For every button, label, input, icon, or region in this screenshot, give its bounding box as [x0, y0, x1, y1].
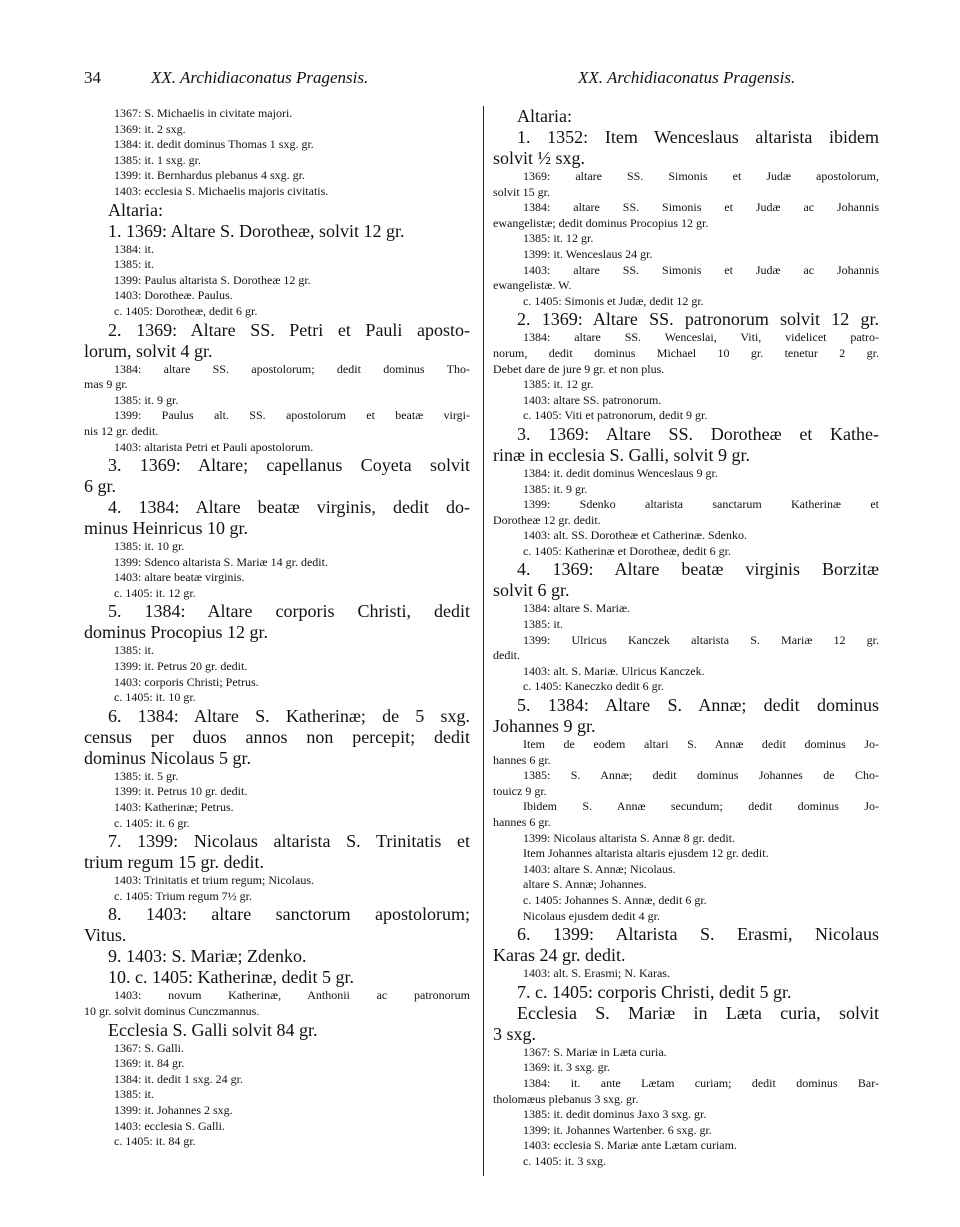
entry-heading-line: 9. 1403: S. Mariæ; Zdenko.: [108, 946, 307, 967]
entry-heading-line: 6. 1384: Altare S. Katherinæ; de 5 sxg.: [108, 705, 470, 726]
entry-heading-line: Altaria:: [517, 106, 572, 126]
record-line: 1399: Nicolaus altarista S. Annæ 8 gr. dedit.: [523, 830, 735, 845]
record-line: c. 1405: Simonis et Judæ, dedit 12 gr.: [523, 293, 704, 308]
page-header: [0, 58, 960, 88]
record-line: 1385: it. 12 gr.: [523, 231, 594, 246]
right-running-head: XX. Archidiaconatus Pragensis.: [578, 68, 796, 87]
entry-heading-line: 4. 1369: Altare beatæ virginis Borzitæ: [517, 559, 879, 580]
entry-heading-line: Johannes 9 gr.: [493, 716, 596, 737]
left-column: [84, 106, 470, 1150]
record-line: 1399: it. Petrus 20 gr. dedit.: [114, 659, 248, 674]
entry-heading-line: 5. 1384: Altare corporis Christi, dedit: [108, 601, 470, 622]
record-line: Item Johannes altarista altaris ejusdem 12 gr. dedit.: [523, 846, 769, 861]
entry-heading-line: lorum, solvit 4 gr.: [84, 340, 213, 361]
entry-heading-line: Altaria:: [108, 199, 163, 220]
record-line: 1403: Trinitatis et trium regum; Nicolaus.: [114, 873, 314, 888]
record-line: 1384: it.: [114, 241, 155, 256]
entry-heading-line: 8. 1403: altare sanctorum apostolorum;: [108, 904, 470, 925]
entry-heading-line: 1. 1352: Item Wenceslaus altarista ibidem: [517, 127, 879, 147]
record-line: 1367: S. Michaelis in civitate majori.: [114, 106, 293, 120]
record-line: 1385: it. 10 gr.: [114, 539, 185, 554]
record-line: 1385: it.: [114, 1087, 155, 1102]
entry-heading-line: Vitus.: [84, 925, 127, 946]
record-line: Ibidem S. Annæ secundum; dedit dominus Jo-: [523, 799, 879, 814]
record-line: 1384: it. ante Lætam curiam; dedit dominus Bar-: [523, 1075, 879, 1090]
entry-heading-line: 3. 1369: Altare; capellanus Coyeta solvit: [108, 455, 470, 476]
record-line: 1399: it. Bernhardus plebanus 4 sxg. gr.: [114, 168, 305, 183]
record-line: 1403: altare beatæ virginis.: [114, 570, 245, 585]
right-column: [493, 106, 879, 1170]
record-line: Debet dare de jure 9 gr. et non plus.: [493, 361, 665, 376]
record-line: solvit 15 gr.: [493, 184, 551, 199]
record-line: Item de eodem altari S. Annæ dedit dominus Jo-: [523, 737, 879, 752]
record-line: 1399: it. Johannes 2 sxg.: [114, 1102, 233, 1117]
record-line: c. 1405: Johannes S. Annæ, dedit 6 gr.: [523, 892, 707, 907]
entry-heading-line: rinæ in ecclesia S. Galli, solvit 9 gr.: [493, 444, 750, 465]
record-line: norum, dedit dominus Michael 10 gr. tenetur 2 gr.: [493, 345, 879, 360]
record-line: ewangelistæ. W.: [493, 278, 572, 293]
record-line: 1369: it. 2 sxg.: [114, 121, 186, 136]
record-line: 1385: it. dedit dominus Jaxo 3 sxg. gr.: [523, 1107, 707, 1122]
entry-heading-line: 1. 1369: Altare S. Dorotheæ, solvit 12 gr.: [108, 220, 405, 241]
record-line: c. 1405: it. 3 sxg.: [523, 1153, 606, 1168]
entry-heading-line: Ecclesia S. Galli solvit 84 gr.: [108, 1019, 318, 1040]
record-line: 1403: novum Katherinæ, Anthonii ac patronorum: [114, 988, 470, 1003]
record-line: 1384: it. dedit 1 sxg. 24 gr.: [114, 1071, 243, 1086]
record-line: 1403: altarista Petri et Pauli apostolorum.: [114, 439, 314, 454]
record-line: 1384: it. dedit dominus Wenceslaus 9 gr.: [523, 465, 718, 480]
entry-heading-line: 6. 1399: Altarista S. Erasmi, Nicolaus: [517, 924, 879, 945]
record-line: c. 1405: it. 12 gr.: [114, 585, 196, 600]
record-line: c. 1405: Dorotheæ, dedit 6 gr.: [114, 303, 258, 318]
record-line: 1403: alt. SS. Dorotheæ et Catherinæ. Sdenko.: [523, 528, 747, 543]
record-line: 1403: Katherinæ; Petrus.: [114, 800, 234, 815]
record-line: Dorotheæ 12 gr. dedit.: [493, 512, 601, 527]
entry-heading-line: dominus Procopius 12 gr.: [84, 622, 269, 643]
record-line: 1403: corporis Christi; Petrus.: [114, 674, 259, 689]
record-line: touicz 9 gr.: [493, 783, 547, 798]
entry-heading-line: dominus Nicolaus 5 gr.: [84, 747, 251, 768]
record-line: 1369: it. 3 sxg. gr.: [523, 1060, 611, 1075]
record-line: 1399: Ulricus Kanczek altarista S. Mariæ 12 gr.: [523, 632, 879, 647]
record-line: mas 9 gr.: [84, 377, 128, 392]
record-line: 1384: it. dedit dominus Thomas 1 sxg. gr.: [114, 137, 314, 152]
record-line: 1367: S. Galli.: [114, 1040, 185, 1055]
record-line: c. 1405: Kaneczko dedit 6 gr.: [523, 679, 664, 694]
record-line: c. 1405: Katherinæ et Dorotheæ, dedit 6 gr.: [523, 543, 731, 558]
record-line: 1399: it. Wenceslaus 24 gr.: [523, 246, 653, 261]
record-line: 1399: Sdenko altarista sanctarum Katherinæ et: [523, 497, 879, 512]
entry-heading-line: 5. 1384: Altare S. Annæ; dedit dominus: [517, 695, 879, 716]
record-line: 1385: it.: [523, 617, 564, 632]
entry-heading-line: solvit 6 gr.: [493, 580, 570, 601]
entry-heading-line: 7. 1399: Nicolaus altarista S. Trinitatis et: [108, 831, 470, 852]
entry-heading-line: minus Heinricus 10 gr.: [84, 518, 248, 539]
entry-heading-line: solvit ½ sxg.: [493, 148, 586, 168]
record-line: 1403: Dorotheæ. Paulus.: [114, 288, 233, 303]
record-line: dedit.: [493, 648, 520, 663]
record-line: 10 gr. solvit dominus Cunczmannus.: [84, 1004, 260, 1018]
left-running-head: XX. Archidiaconatus Pragensis.: [151, 68, 369, 87]
record-line: 1403: altare S. Annæ; Nicolaus.: [523, 861, 676, 876]
record-line: c. 1405: it. 6 gr.: [114, 815, 190, 830]
entry-heading-line: 10. c. 1405: Katherinæ, dedit 5 gr.: [108, 967, 354, 988]
record-line: nis 12 gr. dedit.: [84, 423, 159, 438]
entry-heading-line: 4. 1384: Altare beatæ virginis, dedit do-: [108, 497, 470, 518]
entry-heading-line: trium regum 15 gr. dedit.: [84, 852, 264, 873]
record-line: 1403: altare SS. patronorum.: [523, 392, 662, 407]
record-line: 1399: Paulus alt. SS. apostolorum et beatæ virgi-: [114, 408, 470, 423]
record-line: tholomæus plebanus 3 sxg. gr.: [493, 1091, 639, 1106]
record-line: 1399: Paulus altarista S. Dorotheæ 12 gr.: [114, 272, 311, 287]
record-line: 1367: S. Mariæ in Læta curia.: [523, 1044, 667, 1059]
record-line: ewangelistæ; dedit dominus Procopius 12 gr.: [493, 215, 709, 230]
record-line: 1385: it.: [114, 643, 155, 658]
record-line: 1385: it. 9 gr.: [114, 392, 179, 407]
record-line: c. 1405: it. 84 gr.: [114, 1134, 196, 1149]
record-line: 1403: ecclesia S. Michaelis majoris civitatis.: [114, 183, 329, 198]
record-line: 1403: alt. S. Erasmi; N. Karas.: [523, 966, 670, 981]
entry-heading-line: 2. 1369: Altare SS. Petri et Pauli aposto-: [108, 319, 470, 340]
record-line: 1384: altare SS. apostolorum; dedit dominus Tho-: [114, 361, 470, 376]
record-line: 1403: alt. S. Mariæ. Ulricus Kanczek.: [523, 663, 705, 678]
record-line: 1384: altare SS. Wenceslai, Viti, videlicet patro-: [523, 330, 879, 345]
record-line: c. 1405: Trium regum 7½ gr.: [114, 888, 253, 903]
entry-heading-line: census per duos annos non percepit; dedit: [84, 726, 470, 747]
record-line: 1385: S. Annæ; dedit dominus Johannes de Cho-: [523, 768, 879, 783]
record-line: 1403: altare SS. Simonis et Judæ ac Johannis: [523, 262, 879, 277]
record-line: 1385: it. 1 sxg. gr.: [114, 152, 202, 167]
record-line: c. 1405: it. 10 gr.: [114, 690, 196, 705]
record-line: 1385: it. 5 gr.: [114, 768, 179, 783]
entry-heading-line: 7. c. 1405: corporis Christi, dedit 5 gr.: [517, 981, 792, 1002]
record-line: 1369: altare SS. Simonis et Judæ apostolorum,: [523, 169, 879, 183]
record-line: Nicolaus ejusdem dedit 4 gr.: [523, 908, 660, 923]
record-line: hannes 6 gr.: [493, 752, 551, 767]
record-line: 1385: it. 12 gr.: [523, 377, 594, 392]
record-line: 1385: it.: [114, 257, 155, 272]
record-line: hannes 6 gr.: [493, 815, 551, 829]
column-divider: [483, 106, 484, 1176]
record-line: 1369: it. 84 gr.: [114, 1056, 185, 1071]
record-line: 1384: altare S. Mariæ.: [523, 601, 630, 616]
record-line: c. 1405: Viti et patronorum, dedit 9 gr.: [523, 408, 708, 423]
record-line: 1399: it. Petrus 10 gr. dedit.: [114, 784, 248, 799]
entry-heading-line: 6 gr.: [84, 476, 117, 497]
entry-heading-line: Ecclesia S. Mariæ in Læta curia, solvit: [517, 1002, 879, 1023]
record-line: altare S. Annæ; Johannes.: [523, 877, 647, 892]
entry-heading-line: 2. 1369: Altare SS. patronorum solvit 12 gr.: [517, 309, 879, 330]
record-line: 1399: it. Johannes Wartenber. 6 sxg. gr.: [523, 1122, 712, 1137]
record-line: 1385: it. 9 gr.: [523, 481, 588, 496]
entry-heading-line: Karas 24 gr. dedit.: [493, 945, 626, 966]
entry-heading-line: 3. 1369: Altare SS. Dorotheæ et Kathe-: [517, 423, 879, 444]
record-line: 1399: Sdenco altarista S. Mariæ 14 gr. dedit.: [114, 554, 328, 569]
record-line: 1403: ecclesia S. Mariæ ante Lætam curiam.: [523, 1138, 737, 1153]
record-line: 1384: altare SS. Simonis et Judæ ac Johannis: [523, 200, 879, 215]
page-number: 34: [84, 68, 101, 87]
entry-heading-line: 3 sxg.: [493, 1023, 537, 1044]
record-line: 1403: ecclesia S. Galli.: [114, 1118, 225, 1133]
